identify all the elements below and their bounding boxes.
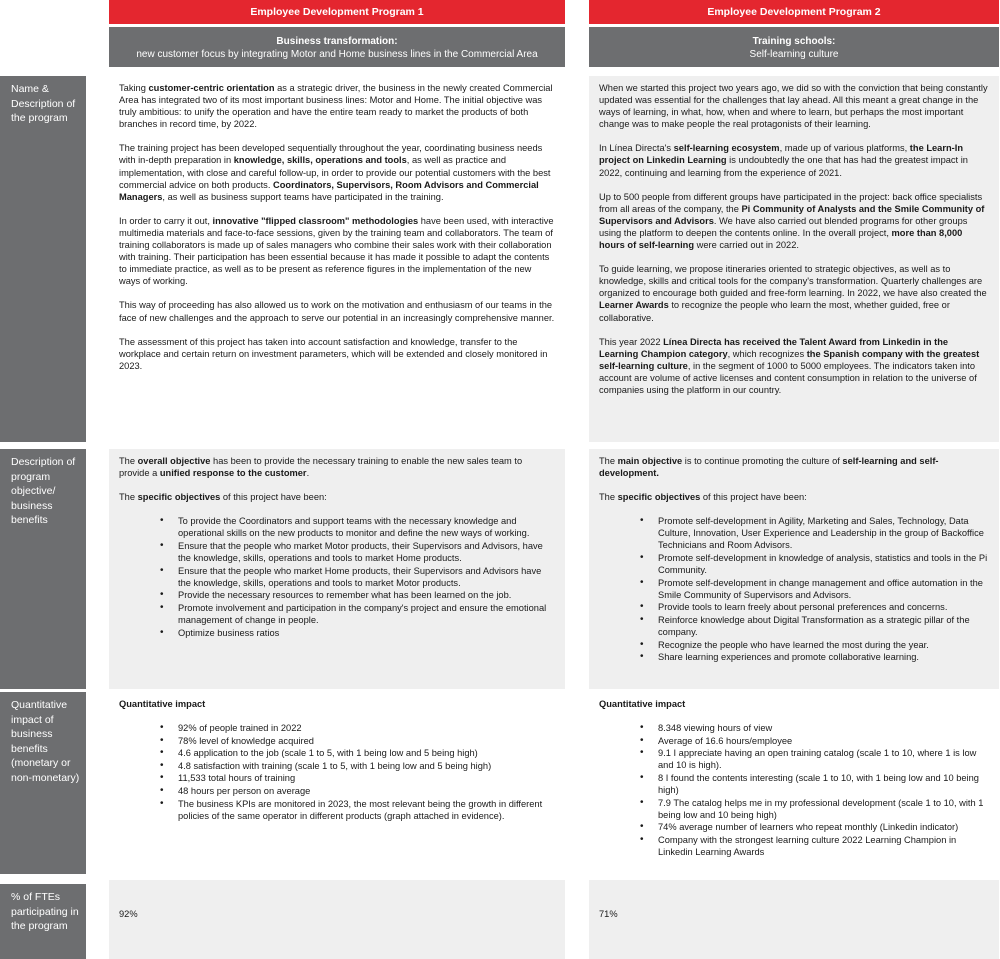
text-run: , as well as business support teams have participated in the training.	[162, 191, 444, 202]
list-item: • 92% of people trained in 2022	[160, 722, 555, 734]
list-item: • 48 hours per person on average	[160, 785, 555, 797]
program1-objectives-list	[160, 515, 555, 638]
bold-text: unified response to the customer	[159, 468, 307, 479]
paragraph	[119, 455, 555, 479]
list-item: • 74% average number of learners who repeat monthly (Linkedin indicator)	[640, 821, 989, 833]
paragraph	[599, 191, 989, 251]
text-run: have been used, with interactive multimedia materials and face-to-face sessions, given by the training team and collaborators. The team of training collaborators is made up of sales managers who combine their sales work with their collaboration with training. Their participation has been essential because it has made it possible to adapt the contents to immediate practice, as well as to be present as reference figures in the implementation of the new ways of working.	[119, 215, 554, 287]
bold-text: Pi Community of Analysts and the Smile Community of Supervisors and Advisors	[599, 203, 985, 226]
paragraph	[119, 82, 555, 130]
program2-fte	[589, 880, 999, 959]
list-item: • Promote self-development in change management and office automation in the Smile Community of Supervisors and Advisors.	[640, 577, 989, 601]
program2-header: Employee Development Program 2	[589, 0, 999, 24]
text-run: has been to provide the necessary training to enable the new sales team to provide a	[119, 456, 523, 479]
program2-subtitle	[589, 27, 999, 67]
paragraph	[599, 82, 989, 130]
program1-objectives-body	[119, 455, 555, 503]
bold-text: main objective	[617, 456, 683, 466]
program2-impact	[589, 692, 999, 874]
program1-impact-title: Quantitative impact	[119, 699, 206, 709]
text-run: is to continue promoting the culture of	[682, 456, 843, 466]
text-run: as a strategic driver, the business in the newly created Commercial Area has integrated two of its most important business lines: Motor and Home. The initial objective was truly ambitious: to unify the operation and have the entire team ready to market the products of both branches in record time, by 2022.	[119, 83, 553, 130]
text-run: In Línea Directa's	[599, 143, 674, 154]
text-run: This way of proceeding has also allowed us to work on the motivation and enthusiasm of our teams in the face of new challenges and the approach to serve our potential in an increasingly comprehensive manner.	[119, 300, 555, 323]
bold-text: Línea Directa has received the Talent Award from Linkedin in the Learning Champion category	[599, 336, 949, 359]
list-item: • Company with the strongest learning culture 2022 Learning Champion in Linkedin Learning Awards	[640, 834, 989, 858]
bold-text: overall objective	[137, 456, 211, 466]
program1-subtitle	[109, 27, 565, 67]
bold-text: self-learning and self-development.	[599, 456, 939, 479]
list-item: • Ensure that the people who market Motor products, their Supervisors and Advisors, have the knowledge, skills, operations and tools to market Home products.	[160, 540, 555, 564]
text-run: , made up of various platforms,	[779, 143, 910, 154]
list-item: • Promote self-development in Agility, Marketing and Sales, Technology, Data Culture, Innovation, User Experience and Leadership in the group of Backoffice Technicians and Room Advisors.	[640, 515, 989, 551]
bold-text: specific objectives	[617, 492, 701, 503]
bold-text: the Learn-In project on Linkedin Learning	[599, 143, 963, 166]
text-run: , which recognizes	[727, 348, 807, 359]
program1-fte	[109, 880, 565, 959]
text-run: In order to carry it out,	[119, 215, 213, 226]
paragraph	[599, 336, 989, 396]
row-label-fte: % of FTEs participating in the program	[0, 884, 86, 959]
text-run: This year 2022	[599, 336, 664, 347]
paragraph	[119, 491, 555, 503]
program1-description	[109, 76, 565, 442]
bold-text: specific objectives	[137, 492, 221, 503]
list-item: • Provide tools to learn freely about personal preferences and concerns.	[640, 601, 989, 613]
text-run: is undoubtedly the one that has had the greatest impact in 2022, continuing and learning from the experience of 2021.	[599, 155, 968, 178]
paragraph	[599, 491, 989, 503]
list-item: • 78% level of knowledge acquired	[160, 735, 555, 747]
list-item: • To provide the Coordinators and support teams with the necessary knowledge and operational skills on the new products to monitor and define the new ways of working.	[160, 515, 555, 539]
program1-objectives	[109, 449, 565, 689]
list-item: • 8.348 viewing hours of view	[640, 722, 989, 734]
text-run: of this project have been:	[700, 492, 807, 503]
text-run: , as well as practice and implementation, with close and careful follow-up, in order to provide our potential customers with the best commercial advice on both products.	[119, 155, 551, 190]
list-item: • Average of 16.6 hours/employee	[640, 735, 989, 747]
program2-impact-title: Quantitative impact	[599, 699, 686, 709]
list-item: • 4.6 application to the job (scale 1 to 5, with 1 being low and 5 being high)	[160, 747, 555, 759]
program2-fte-value: 71%	[599, 909, 618, 919]
bold-text: innovative "flipped classroom" methodologies	[212, 215, 419, 226]
text-run: to recognize the people who learn the most, whether guided, free or collaborative.	[599, 300, 950, 323]
text-run: The	[599, 492, 618, 503]
paragraph	[599, 142, 989, 178]
list-item: • 11,533 total hours of training	[160, 772, 555, 784]
text-run: Taking	[119, 83, 149, 93]
bold-text: the Spanish company with the greatest self-learning culture	[599, 348, 980, 371]
bold-text: self-learning ecosystem	[673, 143, 780, 154]
row-label-name: Name & Description of the program	[0, 76, 86, 442]
program2-subtitle-text: Self-learning culture	[749, 49, 839, 60]
list-item: • 9.1 I appreciate having an open training catalog (scale 1 to 10, where 1 is low and 10 is high).	[640, 747, 989, 771]
program2-subtitle-title: Training schools:	[752, 36, 836, 47]
program1-description-body	[119, 82, 555, 372]
list-item: • 7.9 The catalog helps me in my professional development (scale 1 to 10, with 1 being low and 10 being high)	[640, 797, 989, 821]
bold-text: knowledge, skills, operations and tools	[233, 155, 407, 166]
list-item: • Ensure that the people who market Home products, their Supervisors and Advisors have the knowledge, skills, operations and tools to market Motor products.	[160, 565, 555, 589]
program2-impact-list	[640, 722, 989, 858]
list-item: • 4.8 satisfaction with training (scale 1 to 5, with 1 being low and 5 being high)	[160, 760, 555, 772]
row-label-impact: Quantitative impact of business benefits (monetary or non-monetary)	[0, 692, 86, 874]
text-run: of this project have been:	[220, 492, 327, 503]
program1-impact-list	[160, 722, 555, 822]
bold-text: customer-centric orientation	[148, 83, 275, 93]
program2-objectives-body	[599, 455, 989, 503]
text-run: To guide learning, we propose itineraries oriented to strategic objectives, as well as to knowledge, skills and critical tools for the company's transformation. Quarterly challenges are organized to encourage both guided and free-form learning. In 2022, we have also created the	[599, 264, 987, 299]
paragraph	[599, 263, 989, 323]
list-item: • The business KPIs are monitored in 2023, the most relevant being the growth in different policies of the same operator in different products (graph attached in evidence).	[160, 798, 555, 822]
program1-impact	[109, 692, 565, 874]
bold-text: Coordinators, Supervisors, Room Advisors and Commercial Managers	[119, 179, 539, 202]
list-item: • Recognize the people who have learned the most during the year.	[640, 639, 989, 651]
list-item: • 8 I found the contents interesting (scale 1 to 10, with 1 being low and 10 being high)	[640, 772, 989, 796]
paragraph	[119, 215, 555, 288]
program1-subtitle-title: Business transformation:	[276, 36, 398, 47]
paragraph	[119, 142, 555, 202]
program2-objectives-list	[640, 515, 989, 663]
text-run: The	[599, 456, 618, 466]
paragraph	[119, 299, 555, 323]
bold-text: Learner Awards	[599, 300, 669, 311]
text-run: Up to 500 people from different groups have participated in the project: back office specialists from all areas of the company, the	[599, 191, 983, 214]
text-run: . We have also carried out blended programs for other groups using the platform to deepen the contents online. In the overall project,	[599, 215, 968, 238]
text-run: .	[306, 468, 310, 479]
program2-description-body	[599, 82, 989, 396]
bold-text: more than 8,000 hours of self-learning	[599, 227, 963, 251]
list-item: • Provide the necessary resources to remember what has been learned on the job.	[160, 589, 555, 601]
list-item: • Promote involvement and participation in the company's project and ensure the emotional management of change in people.	[160, 602, 555, 626]
list-item: • Optimize business ratios	[160, 627, 555, 639]
paragraph	[599, 455, 989, 479]
text-run: The assessment of this project has taken into account satisfaction and knowledge, transfer to the workplace and certain return on investment parameters, which will be extended and closely monitored in 2023.	[119, 336, 548, 371]
list-item: • Promote self-development in knowledge of analysis, statistics and tools in the Pi Community.	[640, 552, 989, 576]
paragraph	[119, 336, 555, 372]
row-label-objective: Description of program objective/ business benefits	[0, 449, 86, 689]
program1-fte-value: 92%	[119, 909, 138, 919]
text-run: When we started this project two years ago, we did so with the conviction that being constantly updated was essential for the challenges that lay ahead. All this meant a great change in the ways of learning, in what, how, when and where to learn, but perhaps the most important change was to make people the real protagonists of their learning.	[599, 83, 988, 130]
text-run: , in the segment of 1000 to 5000 employees. The indicators taken into account are volume of active licenses and content consumption in relation to the universe of companies using the platform in our country.	[599, 360, 977, 395]
program2-objectives	[589, 449, 999, 689]
list-item: • Reinforce knowledge about Digital Transformation as a strategic pillar of the company.	[640, 614, 989, 638]
text-run: The	[119, 492, 138, 503]
program2-description	[589, 76, 999, 442]
program1-header: Employee Development Program 1	[109, 0, 565, 24]
text-run: were carried out in 2022.	[694, 240, 799, 251]
list-item: • Share learning experiences and promote collaborative learning.	[640, 651, 989, 663]
program1-subtitle-text: new customer focus by integrating Motor and Home business lines in the Commercial Area	[136, 49, 538, 60]
text-run: The	[119, 456, 138, 466]
text-run: The training project has been developed sequentially throughout the year, coordinating business needs with in-depth preparation in	[119, 143, 543, 166]
